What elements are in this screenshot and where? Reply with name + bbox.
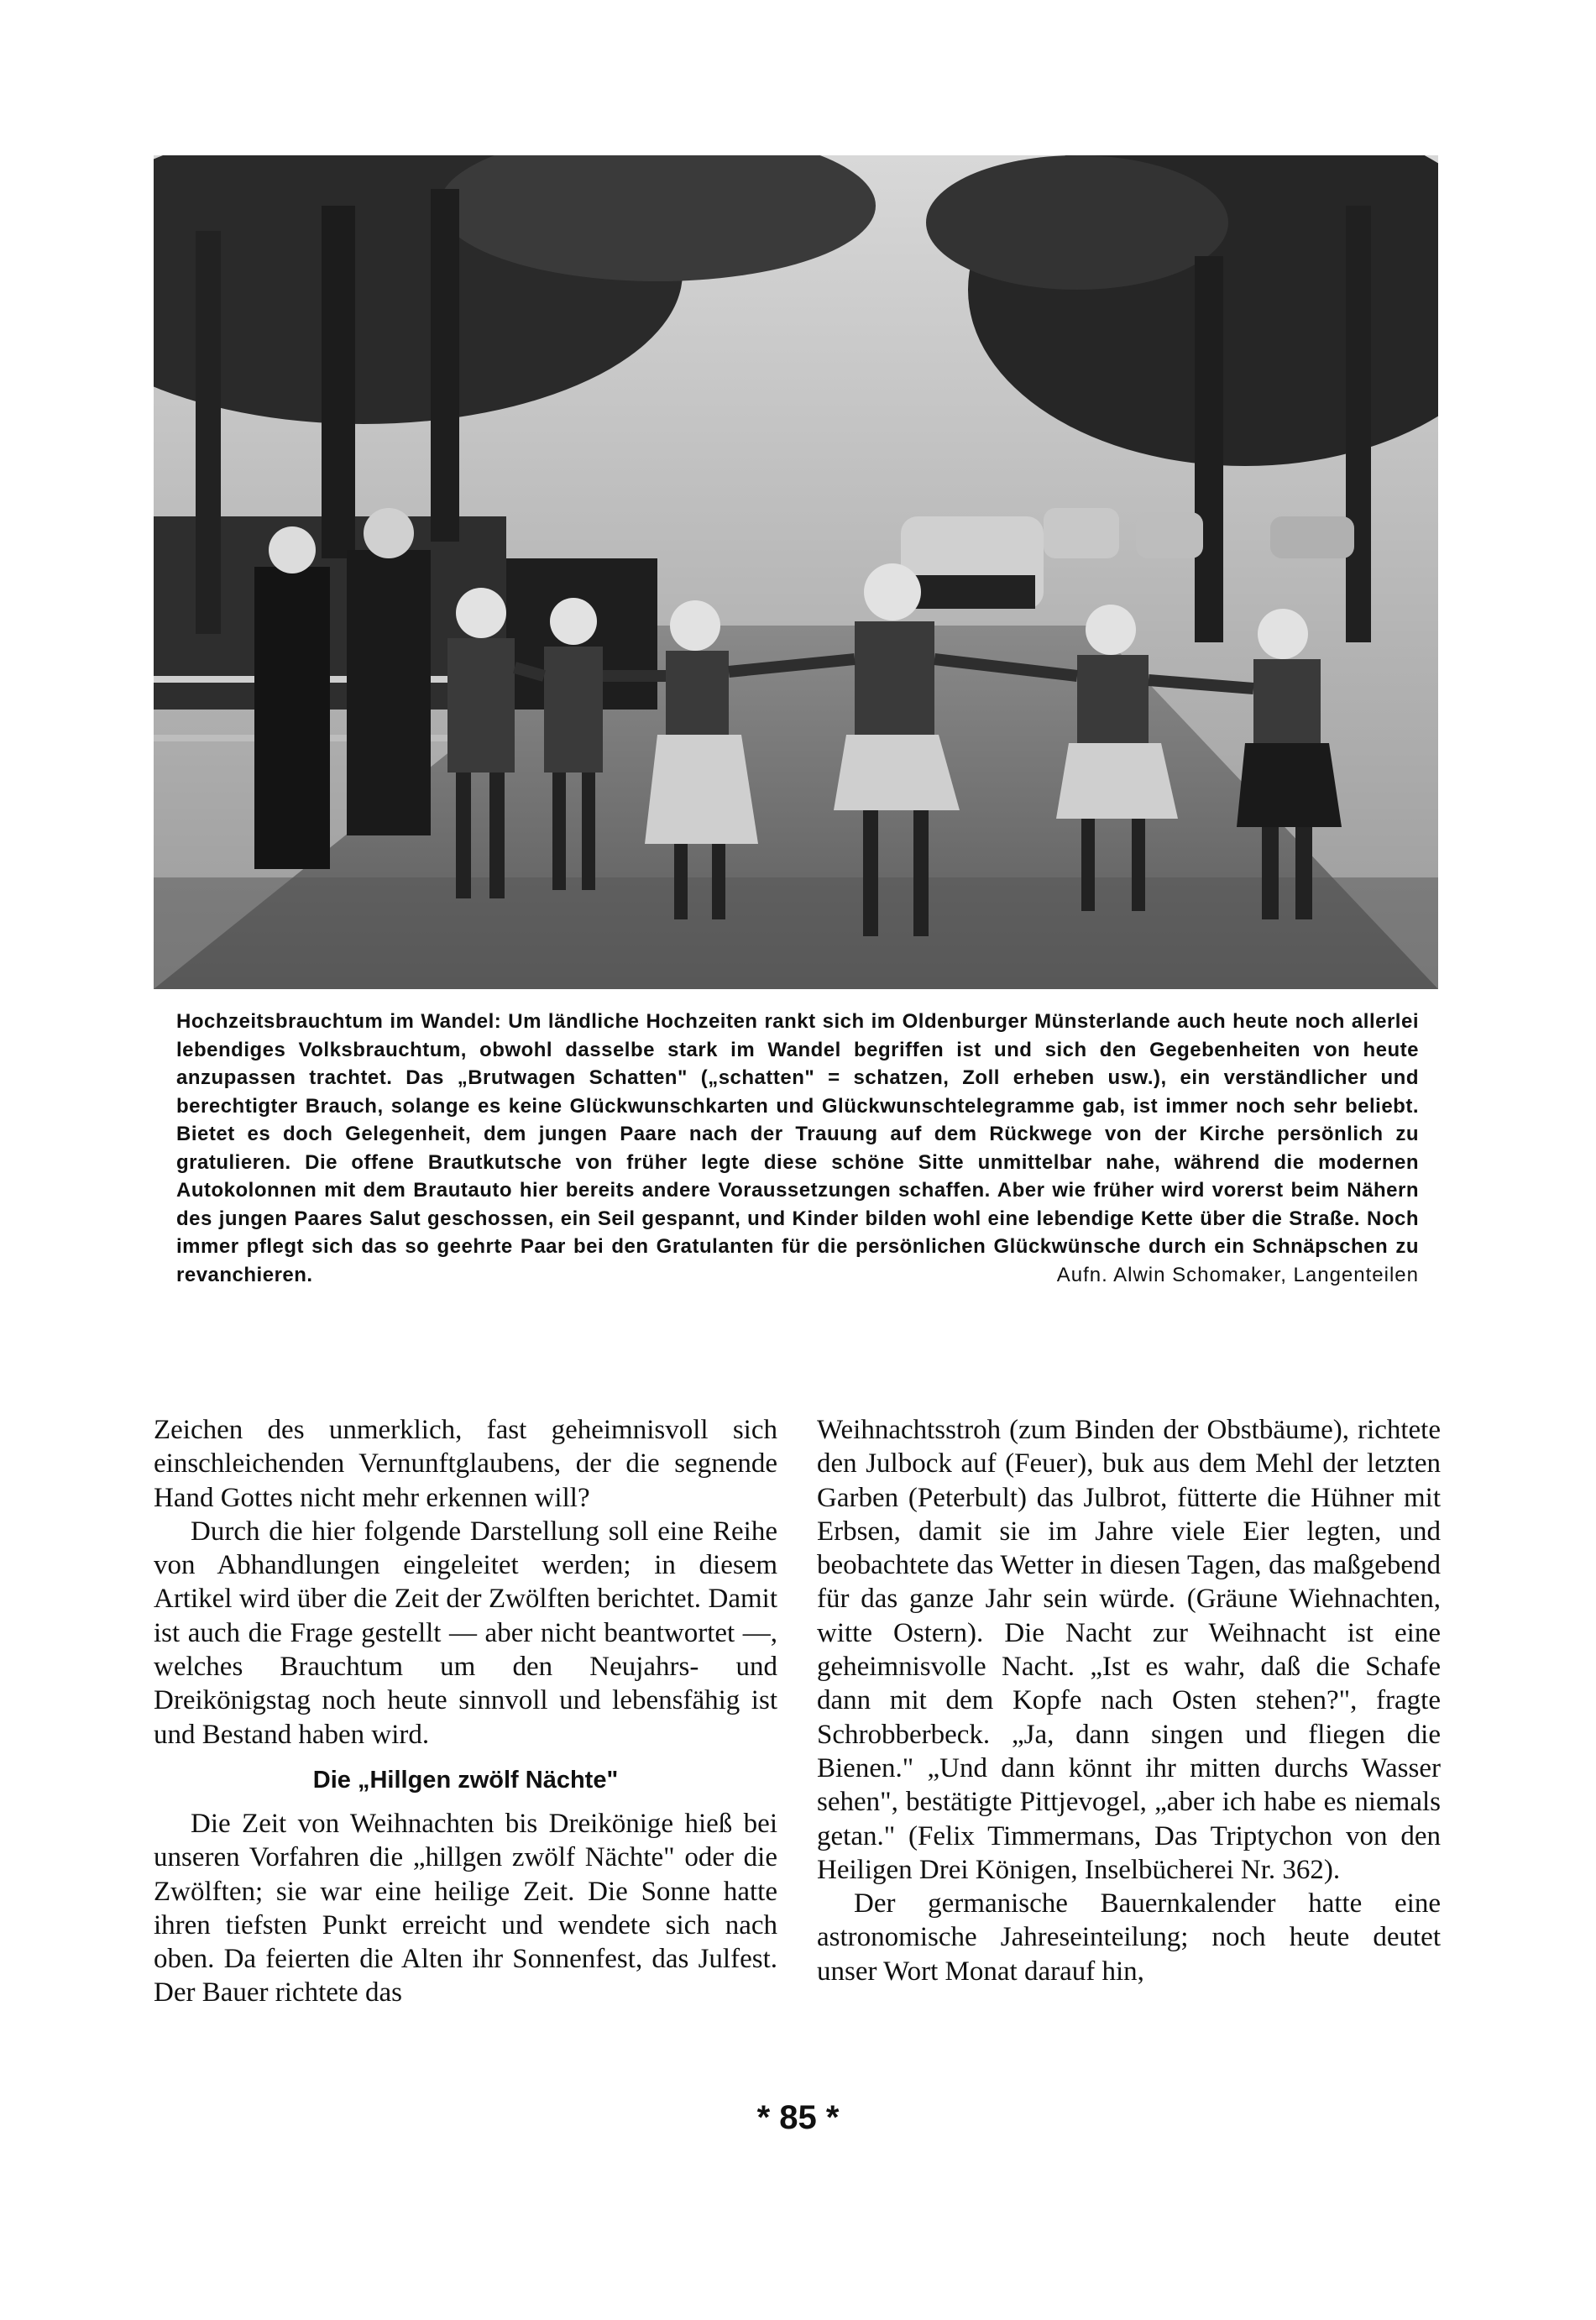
section-heading: Die „Hillgen zwölf Nächte" bbox=[312, 1766, 619, 1794]
right-paragraph-1: Weihnachtsstroh (zum Binden der Obstbäume), richtete den Julbock auf (Feuer), buk aus dem Mehl der letzten Garben (Peterbult) das Julbrot, fütterte die Hühner mit Erbsen, damit sie im Jahre viele Eier legten, und beobachtete das Wetter in diesen Tagen, das maßgebend für das ganze Jahr sein würde. (Gräune Wiehnachten, witte Ostern). Die Nacht zur Weihnacht ist eine geheimnisvolle Nacht. „Ist es wahr, daß die Schafe dann mit dem Kopfe nach Osten stehen?", fragte Schrobberbeck. „Ja, dann singen und fliegen die Bienen." „Und dann könnt ihr mitten durchs Wasser sehen", bestätigte Pittjevogel, „aber ich habe es niemals getan." (Felix Timmermans, Das Triptychon von den Heiligen Drei Königen, Inselbücherei Nr. 362). bbox=[817, 1415, 1441, 1885]
left-column bbox=[154, 1413, 777, 2010]
page-number: * 85 * bbox=[756, 2099, 840, 2136]
photo-wedding-procession-children-holding-hands-icon bbox=[154, 155, 1438, 989]
left-paragraph-1: Zeichen des unmerklich, fast geheimnisvoll sich einschleichenden Vernunftglaubens, der die segnende Hand Gottes nicht mehr erkennen will? bbox=[154, 1415, 777, 1513]
photo-credit: Aufn. Alwin Schomaker, Langenteilen bbox=[1056, 1263, 1419, 1286]
caption-text: Hochzeitsbrauchtum im Wandel: Um ländliche Hochzeiten rankt sich im Oldenburger Münsterlande auch heute noch allerlei lebendiges Volksbrauchtum, obwohl dasselbe stark im Wandel begriffen ist und sich den Gegebenheiten von heute anzupassen trachtet. Das „Brutwagen Schatten" („schatten" = schatzen, Zoll erheben usw.), ein verständlicher und berechtigter Brauch, solange es keine Glückwunschkarten und Glückwunschtelegramme gab, ist immer noch sehr beliebt. Bietet es doch Gelegenheit, dem jungen Paare nach der Trauung auf dem Rückwege von der Kirche persönlich zu gratulieren. Die offene Brautkutsche von früher legte diese schöne Sitte unmittelbar nahe, während die modernen Autokolonnen mit dem Brautauto hier bereits andere Voraussetzungen schaffen. Aber wie früher wird vorerst beim Nähern des jungen Paares Salut geschossen, ein Seil gespannt, und Kinder bilden wohl eine lebendige Kette über die Straße. Noch immer pflegt sich das so geehrte Paar bei den Gratulanten für die persönlichen Glückwünsche durch ein Schnäpschen zu revanchieren. bbox=[176, 1010, 1419, 1286]
wedding-photo bbox=[154, 155, 1438, 989]
left-paragraph-3: Die Zeit von Weihnachten bis Dreikönige hieß bei unseren Vorfahren die „hillgen zwölf Nächte" oder die Zwölften; sie war eine heilige Zeit. Die Sonne hatte ihren tiefsten Punkt erreicht und wendete sich nach oben. Da feierten die Alten ihr Sonnenfest, das Julfest. Der Bauer richtete das bbox=[154, 1808, 777, 2008]
right-paragraph-2: Der germanische Bauernkalender hatte eine astronomische Jahreseinteilung; noch heute deutet unser Wort Monat darauf hin, bbox=[817, 1888, 1441, 1987]
right-column bbox=[817, 1413, 1441, 1988]
left-paragraph-2: Durch die hier folgende Darstellung soll eine Reihe von Abhandlungen eingeleitet werden; in diesem Artikel wird über die Zeit der Zwölften berichtet. Damit ist auch die Frage gestellt — aber nicht beantwortet —, welches Brauchtum um den Neujahrs- und Dreikönigstag noch heute sinnvoll und lebensfähig ist und Bestand haben wird. bbox=[154, 1516, 777, 1750]
photo-caption bbox=[176, 1008, 1419, 1289]
